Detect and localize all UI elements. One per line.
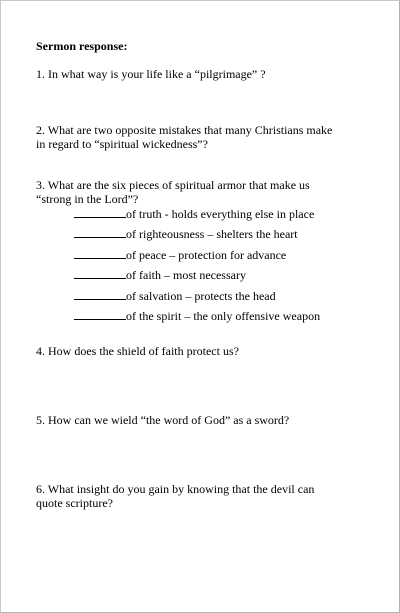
question-2-line-1: 2. What are two opposite mistakes that many Christians make [36,123,333,137]
question-2-line-2: in regard to “spiritual wickedness”? [36,137,208,151]
fill-in-blank [74,247,126,259]
armor-item-text: of faith – most necessary [126,268,246,282]
question-1: 1. In what way is your life like a “pilgrimage” ? [36,67,266,81]
fill-in-blank [74,206,126,218]
armor-item [74,206,314,221]
question-3-line-2: “strong in the Lord”? [36,192,139,206]
armor-item-text: of salvation – protects the head [126,289,276,303]
armor-item [74,267,246,282]
question-3-line-1: 3. What are the six pieces of spiritual armor that make us [36,178,310,192]
fill-in-blank [74,267,126,279]
armor-item-text: of truth - holds everything else in place [126,207,315,221]
armor-item [74,226,298,241]
armor-item-text: of peace – protection for advance [126,248,287,262]
armor-item [74,308,320,323]
page-title: Sermon response: [36,39,128,53]
fill-in-blank [74,226,126,238]
armor-item-text: of righteousness – shelters the heart [126,227,298,241]
question-6-line-1: 6. What insight do you gain by knowing that the devil can [36,482,315,496]
armor-item [74,288,276,303]
armor-item-text: of the spirit – the only offensive weapon [126,309,321,323]
fill-in-blank [74,288,126,300]
fill-in-blank [74,308,126,320]
armor-item [74,247,286,262]
question-5: 5. How can we wield “the word of God” as a sword? [36,413,290,427]
question-6-line-2: quote scripture? [36,496,113,510]
question-4: 4. How does the shield of faith protect us? [36,344,239,358]
